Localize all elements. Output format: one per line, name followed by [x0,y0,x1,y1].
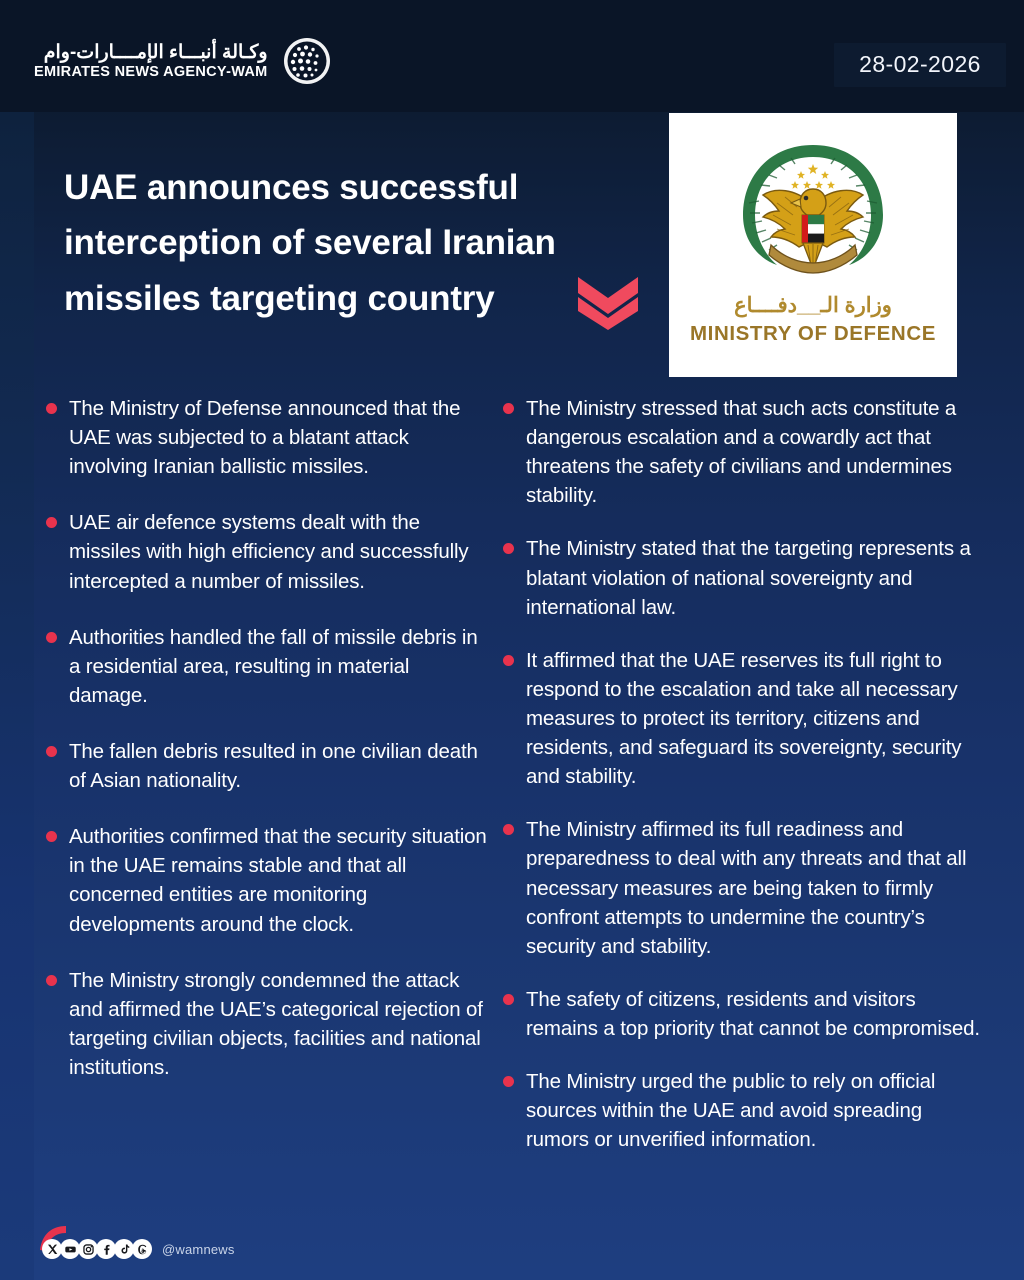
ministry-name-arabic: وزارة الـ__دفــــاع [734,294,892,317]
double-chevron-down-icon [575,274,641,330]
bullet-text: The safety of citizens, residents and visitors remains a top priority that cannot be compromised. [526,987,980,1040]
bullet-dot-icon [46,975,57,986]
list-item [503,534,988,621]
list-item [503,1067,988,1154]
tiktok-icon[interactable] [114,1239,134,1259]
bullet-dot-icon [503,1076,514,1087]
bullet-text: UAE air defence systems dealt with the missiles with high efficiency and successfully intercepted a number of missiles. [69,511,469,593]
bullet-dot-icon [46,517,57,528]
wam-brand-logo [34,36,332,86]
social-handle: @wamnews [162,1241,235,1257]
bullet-text: The Ministry stressed that such acts constitute a dangerous escalation and a cowardly act that threatens the safety of civilians and undermines stability. [526,397,957,508]
header-bar [0,0,1024,112]
bullet-text: The Ministry strongly condemned the attack and affirmed the UAE’s categorical rejection of targeting civilian objects, facilities and national institutions. [69,968,483,1079]
instagram-icon[interactable] [78,1239,98,1259]
list-item [46,508,491,595]
bullet-text: The Ministry of Defense announced that the UAE was subjected to a blatant attack involving Iranian ballistic missiles. [69,397,461,479]
bullet-dot-icon [503,543,514,554]
x-twitter-icon[interactable] [42,1239,62,1259]
bullet-text: Authorities handled the fall of missile debris in a residential area, resulting in material damage. [69,625,478,707]
facebook-icon[interactable] [96,1239,116,1259]
bullet-dot-icon [503,655,514,666]
bullet-text: It affirmed that the UAE reserves its full right to respond to the escalation and take all necessary measures to protect its territory, citizens and residents, and safeguard its sovereignty, security and stability. [526,648,962,789]
social-links-row[interactable] [42,1239,235,1259]
bullet-text: The fallen debris resulted in one civilian death of Asian nationality. [69,739,478,793]
bullet-text: The Ministry urged the public to rely on official sources within the UAE and avoid spreading rumors or unverified information. [526,1070,936,1152]
ministry-name-english: MINISTRY OF DEFENCE [689,322,937,345]
list-item [503,815,988,961]
threads-icon[interactable] [132,1239,152,1259]
list-item [503,394,988,510]
bullet-text: The Ministry stated that the targeting represents a blatant violation of national sovereignty and international law. [526,537,971,619]
uae-falcon-emblem-icon [725,131,901,281]
list-item [503,646,988,792]
list-item [46,966,491,1082]
bullet-text: Authorities confirmed that the security situation in the UAE remains stable and that all concerned entities are monitoring developments around the clock. [69,825,487,936]
list-item [46,623,491,710]
bullet-dot-icon [46,746,57,757]
list-item [46,822,491,938]
bullet-dot-icon [503,994,514,1005]
brand-name-english: EMIRATES NEWS AGENCY-WAM [34,63,268,80]
bullet-dot-icon [46,403,57,414]
bullet-dot-icon [46,831,57,842]
headline-block [64,160,664,326]
date-badge: 28-02-2026 [834,43,1006,87]
footer-bar [0,1218,1024,1280]
bullet-dot-icon [503,403,514,414]
bullets-left-column [0,394,497,1178]
list-item [46,394,491,481]
ministry-of-defence-logo [669,113,957,377]
brand-name-arabic: وكـالة أنبـــاء الإمــــارات-وام [43,42,268,64]
bullet-columns [0,394,1024,1178]
brand-text-block [34,42,268,80]
headline-title: UAE announces successful interception of several Iranian missiles targeting country [64,168,556,318]
list-item [503,985,988,1043]
youtube-icon[interactable] [60,1239,80,1259]
bullet-dot-icon [503,824,514,835]
list-item [46,737,491,795]
bullet-dot-icon [46,632,57,643]
bullets-right-column [497,394,1024,1178]
bullet-text: The Ministry affirmed its full readiness and preparedness to deal with any threats and that all necessary measures are being taken to firmly confront attempts to undermine the country’s security and stability. [526,818,967,958]
wam-globe-icon [282,36,332,86]
